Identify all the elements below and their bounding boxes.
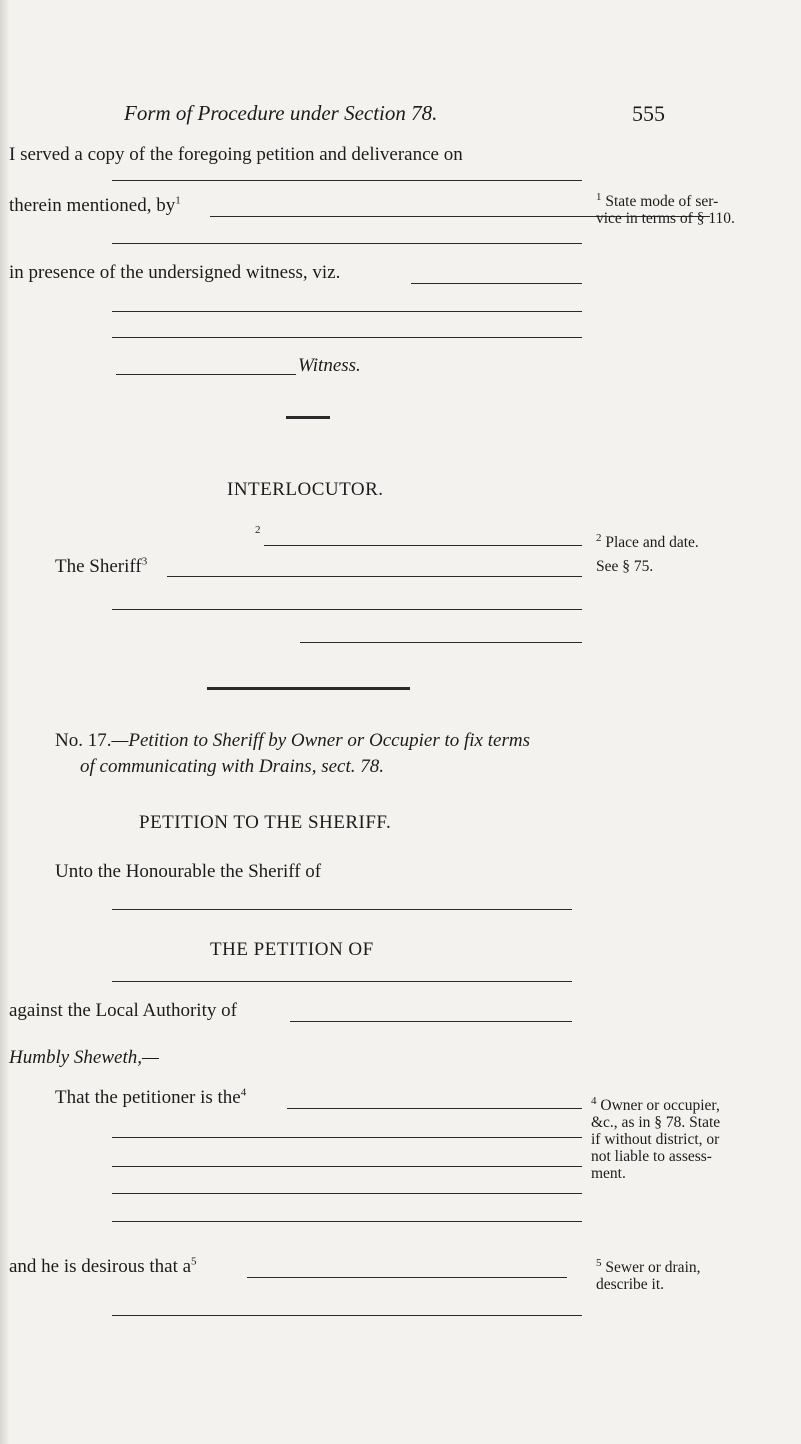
note-5-line-2: describe it. <box>596 1276 665 1293</box>
section-divider <box>207 687 410 690</box>
form-17-title-line-1 <box>55 730 530 752</box>
margin-note-5 <box>596 1256 701 1293</box>
note-1-line-2: vice in terms of § 110. <box>596 210 735 227</box>
blank-witness-signature[interactable] <box>116 374 296 375</box>
rule <box>112 609 582 610</box>
note-4-line-3: if without district, or <box>591 1131 720 1148</box>
desirous-text: and he is desirous that a <box>9 1256 192 1277</box>
rule <box>112 1221 582 1222</box>
note-1-ref: 1 <box>596 190 602 203</box>
note-2-ref: 2 <box>596 531 602 544</box>
sheriff-text: The Sheriff <box>55 556 142 577</box>
rule <box>112 1137 582 1138</box>
note-4-line-5: ment. <box>591 1165 626 1182</box>
rule <box>300 642 582 643</box>
unto-line: Unto the Honourable the Sheriff of <box>55 861 322 882</box>
note-5-line-1: Sewer or drain, <box>605 1259 701 1276</box>
footnote-ref-5: 5 <box>191 1255 197 1268</box>
rule <box>112 311 582 312</box>
form-title-part-1: —Petition to Sheriff by Owner or Occupier to fix terms <box>111 730 530 751</box>
note-2-line-1: Place and date. <box>605 534 699 551</box>
short-rule <box>286 416 330 419</box>
note-1-line-1: State mode of ser- <box>605 193 719 210</box>
margin-note-4 <box>591 1094 721 1182</box>
interlocutor-heading: INTERLOCUTOR. <box>227 479 384 500</box>
blank-local-authority[interactable] <box>290 1021 572 1022</box>
footnote-ref-3: 3 <box>141 555 148 568</box>
rule <box>112 243 582 244</box>
form-number: No. 17. <box>55 730 112 751</box>
rule <box>112 337 582 338</box>
service-line-3: in presence of the undersigned witness, viz. <box>9 262 341 283</box>
blank-capacity[interactable] <box>287 1108 582 1109</box>
note-4-line-2: &c., as in § 78. State <box>591 1114 721 1131</box>
rule <box>112 1193 582 1194</box>
rule <box>112 1315 582 1316</box>
rule <box>112 180 582 181</box>
blank-witness-name[interactable] <box>411 283 582 284</box>
blank-sewer-drain[interactable] <box>247 1277 567 1278</box>
note-5-ref: 5 <box>596 1256 602 1269</box>
service-line-2 <box>9 195 181 217</box>
petition-of-heading: THE PETITION OF <box>210 939 374 960</box>
blank-sheriff-deliverance[interactable] <box>167 576 582 577</box>
petitioner-line <box>55 1087 246 1109</box>
desirous-line <box>9 1256 197 1278</box>
rule <box>112 1166 582 1167</box>
petitioner-text: That the petitioner is the <box>55 1087 241 1108</box>
form-17-title-line-2: of communicating with Drains, sect. 78. <box>80 756 384 777</box>
page-number: 555 <box>632 101 665 126</box>
service-line-2-text: therein mentioned, by <box>9 195 176 216</box>
service-line-1: I served a copy of the foregoing petition and deliverance on <box>9 144 463 165</box>
rule-sheriffdom <box>112 909 572 910</box>
witness-label: Witness. <box>298 355 361 376</box>
footnote-ref-2: 2 <box>255 524 261 536</box>
footnote-ref-4: 4 <box>240 1086 247 1099</box>
against-line: against the Local Authority of <box>9 1000 237 1021</box>
footnote-ref-1: 1 <box>175 194 181 207</box>
petition-heading: PETITION TO THE SHERIFF. <box>139 812 392 833</box>
rule-petitioner-name <box>112 981 572 982</box>
margin-note-1 <box>596 190 735 227</box>
blank-place-date[interactable] <box>264 545 582 546</box>
note-4-ref: 4 <box>591 1094 597 1107</box>
humbly-sheweth: Humbly Sheweth,— <box>9 1047 159 1068</box>
note-2-line-2: See § 75. <box>596 558 654 575</box>
note-4-line-4: not liable to assess- <box>591 1148 712 1165</box>
sheriff-line <box>55 556 147 578</box>
running-title: Form of Procedure under Section 78. <box>124 101 438 125</box>
note-4-line-1: Owner or occupier, <box>600 1097 720 1114</box>
margin-note-2 <box>596 531 699 575</box>
